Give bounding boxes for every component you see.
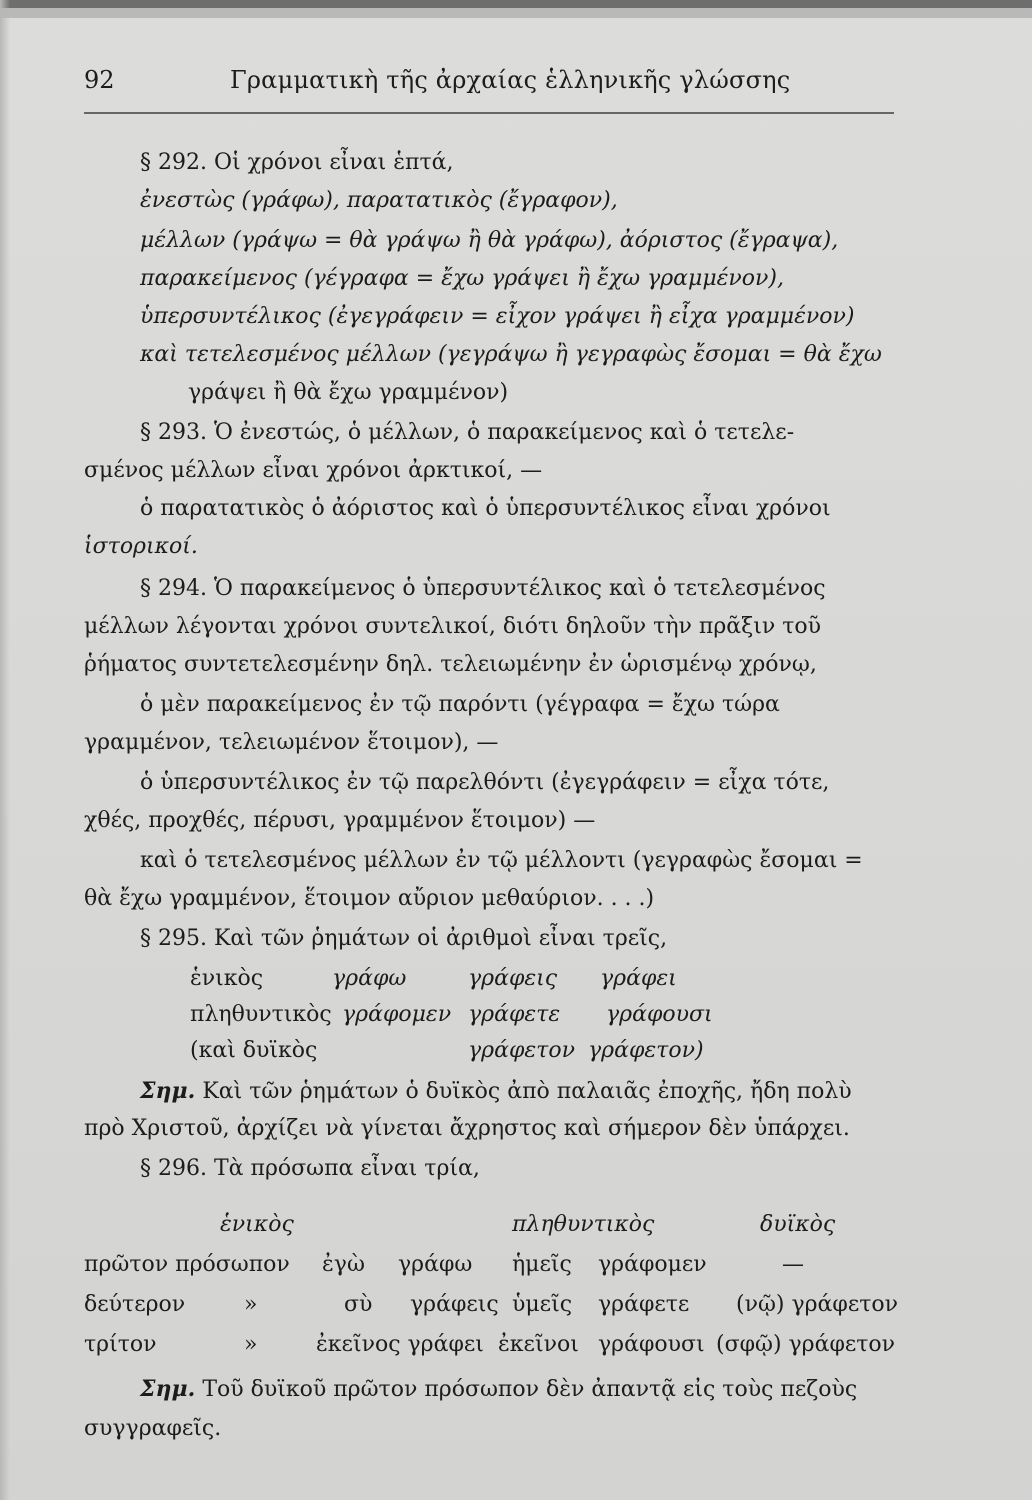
numbers-cell: ἑνικὸς [190,966,264,991]
persons-cell: ἡμεῖς [512,1252,572,1277]
line-293-3: ὁ παρατατικὸς ὁ ἀόριστος καὶ ὁ ὑπερσυντέλικος εἶναι χρόνοι [140,496,831,521]
persons-cell: γράφομεν [598,1252,707,1277]
line-292-4: παρακείμενος (γέγραφα = ἔχω γράψει ἢ ἔχω γραμμένον), [140,266,784,291]
line-293-1: § 293. Ὁ ἐνεστώς, ὁ μέλλων, ὁ παρακείμενος καὶ ὁ τετελε- [140,420,795,445]
numbers-cell: πληθυντικὸς [190,1002,332,1027]
persons-cell: δεύτερον [84,1292,186,1317]
line-294-4: ὁ μὲν παρακείμενος ἐν τῷ παρόντι (γέγραφα = ἔχω τώρα [140,692,780,717]
line-294-9: θὰ ἔχω γραμμένον, ἕτοιμον αὔριον μεθαύριον. . . .) [84,886,655,911]
line-292-3: μέλλων (γράψω = θὰ γράψω ἢ θὰ γράφω), ἀόριστος (ἔγραψα), [140,228,839,253]
line-292-7: γράψει ἢ θὰ ἔχω γραμμένον) [188,380,509,405]
numbers-cell: γράφει [600,966,677,991]
line-292-1: § 292. Οἱ χρόνοι εἶναι ἑπτά, [140,150,454,175]
numbers-cell: (καὶ δυϊκὸς [190,1038,318,1063]
line-296-1: § 296. Τὰ πρόσωπα εἶναι τρία, [140,1156,480,1181]
page-number: 92 [84,66,115,94]
persons-cell: γράφω [398,1252,473,1277]
persons-header: πληθυντικὸς [512,1212,655,1237]
note1-label: Σημ. [140,1078,196,1104]
line-294-6: ὁ ὑπερσυντέλικος ἐν τῷ παρελθόντι (ἐγεγράφειν = εἶχα τότε, [140,770,830,795]
persons-cell: γράφεις [410,1292,499,1317]
persons-header: ἑνικὸς [220,1212,294,1237]
numbers-cell: γράφετον [468,1038,575,1063]
note2-line2: συγγραφεῖς. [84,1416,222,1441]
line-294-2: μέλλων λέγονται χρόνοι συντελικοί, διότι δηλοῦν τὴν πρᾶξιν τοῦ [84,614,822,639]
numbers-cell: γράφομεν [342,1002,452,1027]
persons-cell: πρῶτον πρόσωπον [84,1252,290,1277]
persons-cell: γράφουσι [598,1332,705,1357]
note2-text1: Τοῦ δυϊκοῦ πρῶτον πρόσωπον δὲν ἀπαντᾷ εἰς τοὺς πεζοὺς [202,1377,858,1402]
line-292-2: ἐνεστὼς (γράφω), παρατατικὸς (ἔγραφον), [140,188,618,213]
header-rule [84,112,894,114]
numbers-cell: γράφεις [468,966,558,991]
line-294-7: χθές, προχθές, πέρυσι, γραμμένον ἕτοιμον) — [84,808,596,833]
numbers-cell: γράφετον) [588,1038,704,1063]
scan-top-band [0,8,1032,18]
numbers-cell: γράφω [332,966,407,991]
line-293-2: σμένος μέλλων εἶναι χρόνοι ἀρκτικοί, — [84,458,543,483]
persons-cell: ὑμεῖς [512,1292,573,1317]
persons-cell: ἐκεῖνος γράφει [316,1332,484,1357]
persons-cell: — [782,1252,804,1277]
note1-text1: Καὶ τῶν ῥημάτων ὁ δυϊκὸς ἀπὸ παλαιᾶς ἐποχῆς, ἤδη πολὺ [202,1079,852,1104]
persons-cell: γράφετε [598,1292,690,1317]
line-292-6: καὶ τετελεσμένος μέλλων (γεγράψω ἢ γεγραφὼς ἔσομαι = θὰ ἔχω [140,342,882,367]
persons-cell: » [244,1292,258,1317]
scan-left-shadow [0,0,10,1500]
line-294-1: § 294. Ὁ παρακείμενος ὁ ὑπερσυντέλικος καὶ ὁ τετελεσμένος [140,576,826,601]
note2-line1 [140,1374,857,1405]
page-header [84,66,884,106]
scan-top-edge [0,0,1032,8]
line-293-4: ἱστορικοί. [84,534,198,559]
running-title: Γραμματικὴ τῆς ἀρχαίας ἑλληνικῆς γλώσσης [230,66,791,94]
persons-cell: (σφῷ) γράφετον [716,1332,896,1357]
line-294-8: καὶ ὁ τετελεσμένος μέλλων ἐν τῷ μέλλοντι (γεγραφὼς ἔσομαι = [140,848,863,873]
persons-cell: ἐγὼ [322,1252,365,1277]
note1-line2: πρὸ Χριστοῦ, ἀρχίζει νὰ γίνεται ἄχρηστος καὶ σήμερον δὲν ὑπάρχει. [84,1116,850,1141]
numbers-cell: γράφετε [468,1002,561,1027]
persons-cell: σὺ [344,1292,373,1317]
persons-header: δυϊκὸς [760,1212,836,1237]
persons-cell: » [244,1332,258,1357]
note1-line1 [140,1076,852,1107]
line-295-1: § 295. Καὶ τῶν ῥημάτων οἱ ἀριθμοὶ εἶναι τρεῖς, [140,926,668,951]
persons-cell: ἐκεῖνοι [498,1332,579,1357]
line-292-5: ὑπερσυντέλικος (ἐγεγράφειν = εἶχον γράψει ἢ εἶχα γραμμένον) [140,304,855,329]
numbers-cell: γράφουσι [606,1002,713,1027]
line-294-3: ῥήματος συντετελεσμένην δηλ. τελειωμένην ἐν ὡρισμένῳ χρόνῳ, [84,652,817,677]
persons-cell: (νῷ) γράφετον [736,1292,899,1317]
line-294-5: γραμμένον, τελειωμένον ἕτοιμον), — [84,730,499,755]
persons-cell: τρίτον [84,1332,157,1357]
note2-label: Σημ. [140,1376,196,1402]
